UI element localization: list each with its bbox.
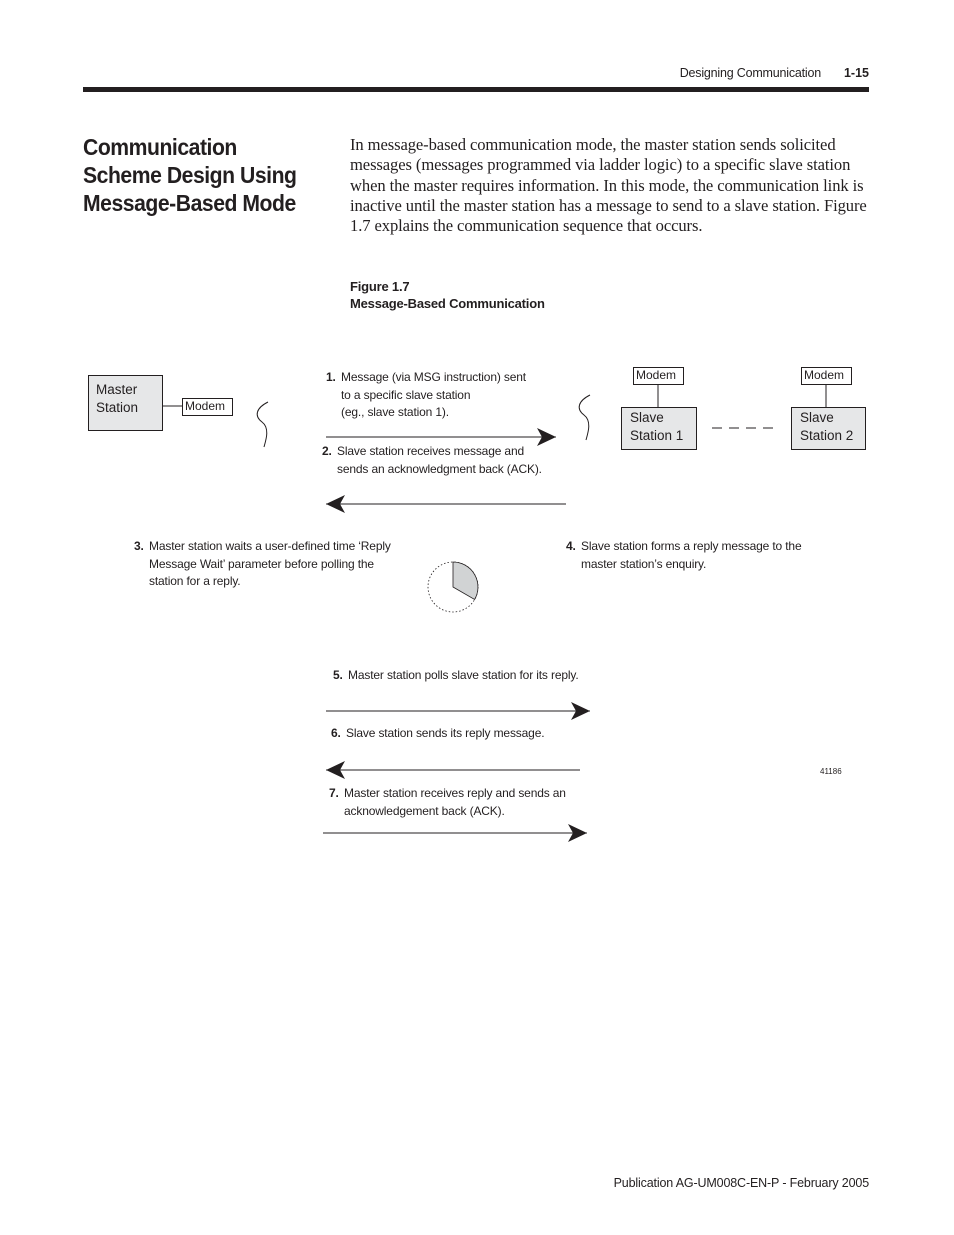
step-2-line2: sends an acknowledgment back (ACK). (337, 461, 542, 476)
slave-station-2-box (791, 407, 866, 450)
step-3-line3: station for a reply. (149, 574, 241, 588)
figure-number: Figure 1.7 (350, 279, 410, 294)
slave1-label-line1: Slave (630, 410, 664, 425)
slave2-label-line2: Station 2 (800, 428, 854, 443)
figure-id: 41186 (820, 767, 842, 776)
step-1-line1: Message (via MSG instruction) sent (341, 370, 526, 384)
step-7-line2: acknowledgement back (ACK). (344, 803, 505, 818)
step-5-line1: Master station polls slave station for its reply. (348, 668, 579, 682)
step-3 (134, 538, 391, 591)
step-7-number: 7. (329, 786, 339, 800)
step-1-line2: to a specific slave station (341, 387, 471, 402)
section-title: Communication Scheme Design Using Message-Based Mode (83, 134, 297, 216)
master-modem: Modem (182, 398, 233, 416)
step-2 (322, 443, 542, 478)
slave2-label-line1: Slave (800, 410, 834, 425)
master-station-label-line1: Master (96, 382, 138, 397)
squiggle-slave-icon (579, 395, 590, 440)
step-3-number: 3. (134, 539, 144, 553)
publication-footer: Publication AG-UM008C-EN-P - February 2005 (613, 1176, 869, 1190)
step-7-line1: Master station receives reply and sends an (344, 786, 566, 800)
master-station-box (88, 375, 163, 431)
squiggle-master-icon (257, 402, 268, 447)
step-1 (326, 369, 526, 422)
step-3-line2: Message Wait’ parameter before polling the (149, 556, 374, 571)
step-6 (331, 725, 544, 743)
slave1-modem: Modem (633, 367, 684, 385)
body-paragraph: In message-based communication mode, the master station sends solicited messages (messages programmed via ladder logic) to a specific slave station when the master requires information. In this mode, the communication link is inactive until the master station has a message to send to a slave station. Figure 1.7 explains the communication sequence that occurs. (350, 135, 867, 236)
slave1-label-line2: Station 1 (630, 428, 684, 443)
step-6-number: 6. (331, 726, 341, 740)
header-section-title: Designing Communication (679, 66, 821, 80)
step-4-number: 4. (566, 539, 576, 553)
step-4-line2: master station’s enquiry. (581, 556, 707, 571)
step-3-line1: Master station waits a user-defined time ‘Reply (149, 539, 391, 553)
header-page-number: 1-15 (843, 66, 869, 80)
slave2-modem: Modem (801, 367, 852, 385)
figure-caption: Message-Based Communication (350, 296, 545, 311)
step-5 (333, 667, 579, 685)
step-4 (566, 538, 801, 573)
step-2-line1: Slave station receives message and (337, 444, 525, 458)
step-7 (329, 785, 566, 820)
step-1-number: 1. (326, 370, 336, 384)
step-4-line1: Slave station forms a reply message to the (581, 539, 802, 553)
step-5-number: 5. (333, 668, 343, 682)
step-2-number: 2. (322, 444, 332, 458)
step-1-line3: (eg., slave station 1). (341, 405, 449, 419)
master-station-label-line2: Station (96, 400, 139, 415)
step-6-line1: Slave station sends its reply message. (346, 726, 545, 740)
slave-station-1-box (621, 407, 697, 450)
